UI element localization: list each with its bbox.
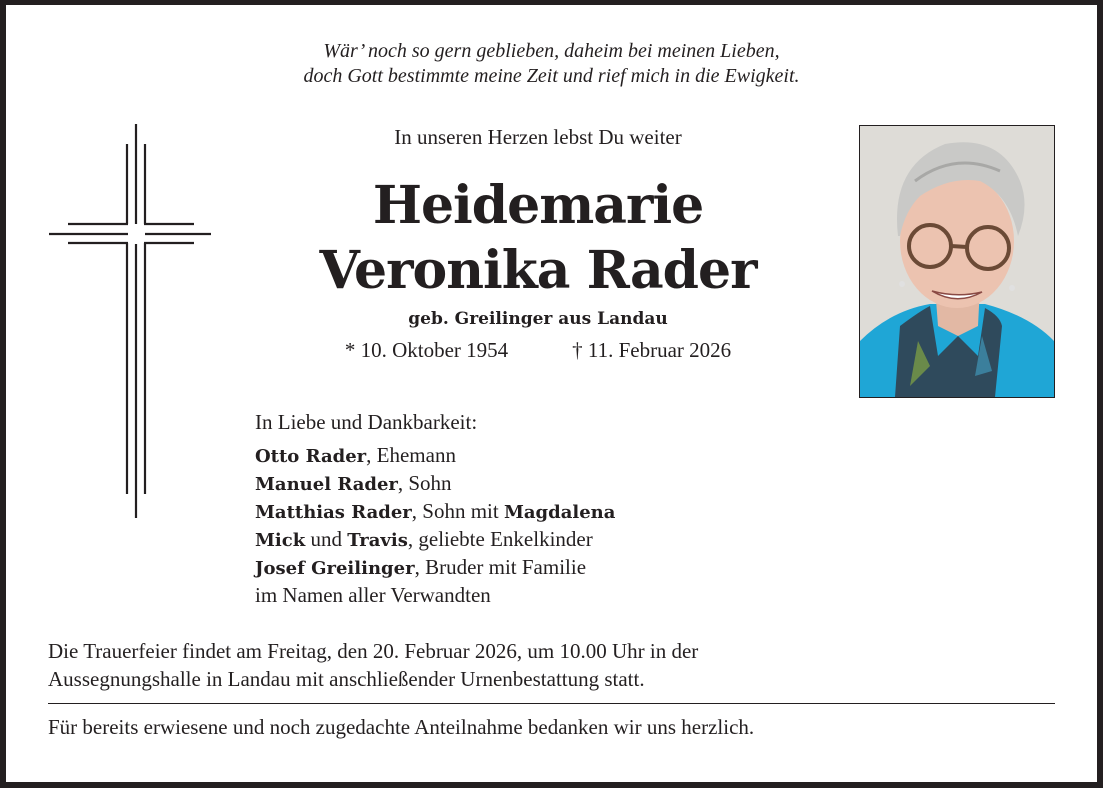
ceremony-line-2: Aussegnungshalle in Landau mit anschließender Urnenbestattung statt. bbox=[48, 667, 645, 691]
ceremony-line-1: Die Trauerfeier findet am Freitag, den 20. Februar 2026, um 10.00 Uhr in der bbox=[48, 639, 699, 663]
deceased-name bbox=[236, 173, 840, 303]
mourner-row bbox=[255, 442, 615, 470]
cross-icon bbox=[48, 124, 212, 519]
verse bbox=[6, 39, 1097, 89]
mourner-row bbox=[255, 470, 615, 498]
life-dates bbox=[236, 334, 840, 366]
mourner-relation: , Sohn mit bbox=[411, 499, 504, 523]
mourner-row bbox=[255, 582, 615, 608]
divider bbox=[48, 703, 1055, 704]
mourner-relation: , Sohn bbox=[397, 471, 452, 495]
mourner-relation: , Ehemann bbox=[366, 443, 456, 467]
obituary-notice bbox=[6, 5, 1097, 782]
verse-line-1: Wär’ noch so gern geblieben, daheim bei meinen Lieben, bbox=[323, 40, 780, 62]
verse-line-2: doch Gott bestimmte meine Zeit und rief mich in die Ewigkeit. bbox=[303, 65, 800, 87]
deceased-surname: Veronika Rader bbox=[319, 240, 757, 301]
thanks-note: Für bereits erwiesene und noch zugedachte Anteilnahme bedanken wir uns herzlich. bbox=[48, 715, 755, 739]
mourner-name: Manuel Rader bbox=[255, 474, 398, 495]
mourner-row bbox=[255, 498, 615, 526]
mourners-list bbox=[255, 408, 615, 608]
mourner-row bbox=[255, 526, 615, 554]
deceased-info bbox=[236, 123, 840, 366]
portrait-image bbox=[860, 126, 1054, 397]
mourner-closing: im Namen aller Verwandten bbox=[255, 583, 491, 607]
mourner-partner-name: Magdalena bbox=[503, 502, 616, 523]
deceased-first-names: Heidemarie bbox=[372, 175, 704, 236]
mourners-intro: In Liebe und Dankbarkeit: bbox=[255, 410, 478, 434]
birth-date: * 10. Oktober 1954 bbox=[344, 338, 509, 362]
mourner-row bbox=[255, 554, 615, 582]
mourner-name: Matthias Rader bbox=[255, 502, 412, 523]
mourner-name: Josef Greilinger bbox=[255, 558, 415, 579]
mourner-relation: , Bruder mit Familie bbox=[414, 555, 587, 579]
maiden-name: geb. Greilinger aus Landau bbox=[408, 309, 668, 329]
motto: In unseren Herzen lebst Du weiter bbox=[394, 125, 682, 149]
death-date: † 11. Februar 2026 bbox=[572, 338, 732, 362]
mourner-relation: , geliebte Enkelkinder bbox=[407, 527, 593, 551]
portrait-photo bbox=[859, 125, 1055, 398]
ceremony-info bbox=[48, 637, 1058, 693]
mourner-name: Mick bbox=[255, 530, 306, 551]
mourner-name: Otto Rader bbox=[255, 446, 367, 467]
mourner-name: Travis bbox=[347, 530, 408, 551]
mourner-connector: und bbox=[305, 527, 348, 551]
